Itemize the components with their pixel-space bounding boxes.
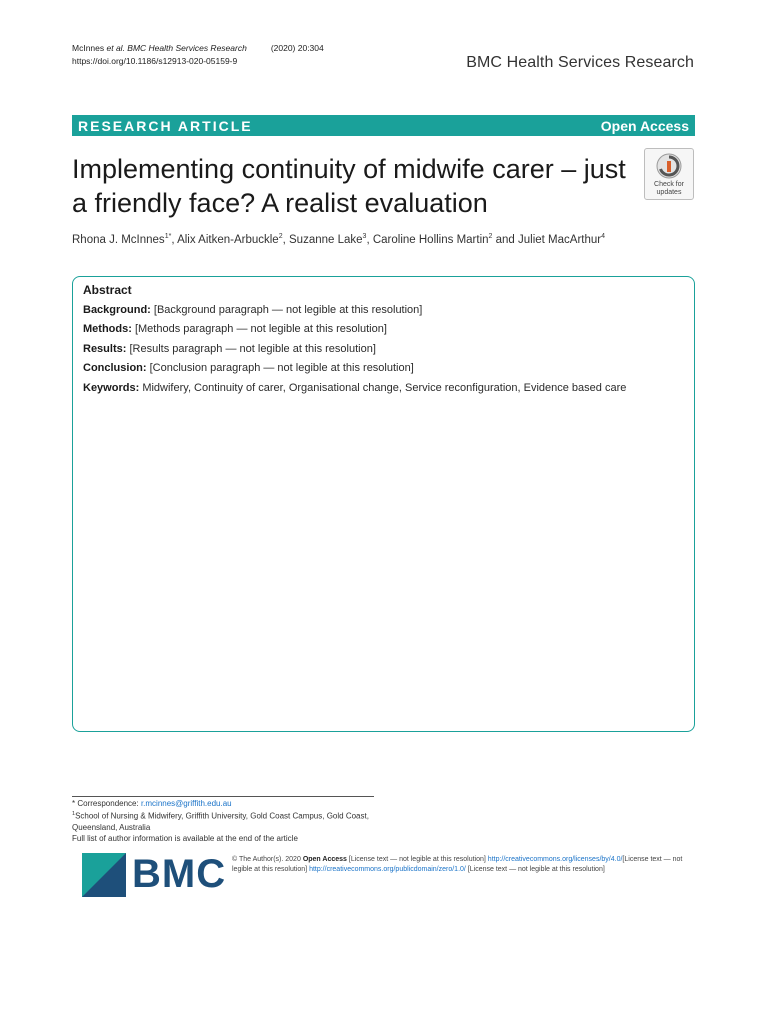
article-title: Implementing continuity of midwife carer – just a friendly face? A realist evaluation <box>72 154 626 218</box>
journal-name: BMC Health Services Research <box>466 54 694 71</box>
bmc-logo <box>82 852 226 897</box>
author-name: Juliet MacArthur <box>518 233 602 246</box>
full-author-info-note: Full list of author information is available at the end of the article <box>72 833 298 843</box>
footnote-divider <box>72 796 374 797</box>
abstract-conclusion: Conclusion: [Conclusion paragraph — not legible at this resolution] <box>83 362 414 375</box>
article-type-label: RESEARCH ARTICLE <box>78 117 253 134</box>
running-head <box>72 42 324 68</box>
citation-line <box>72 42 324 55</box>
author-name: Suzanne Lake <box>289 233 363 246</box>
footnotes <box>72 798 392 844</box>
citation-authors: McInnes et al. BMC Health Services Research <box>72 43 247 53</box>
correspondence-line: * Correspondence: r.mcinnes@griffith.edu.au <box>72 799 232 808</box>
section-label: Methods: <box>83 323 132 336</box>
open-access-label: Open Access <box>600 117 689 134</box>
cc-by-link[interactable]: http://creativecommons.org/licenses/by/4.0/ <box>487 856 623 863</box>
cc0-link[interactable]: http://creativecommons.org/publicdomain/zero/1.0/ <box>309 865 466 873</box>
correspondence-email-link[interactable]: r.mcinnes@griffith.edu.au <box>140 799 232 808</box>
section-label: Keywords: <box>83 381 140 394</box>
check-updates-text: Check for updates <box>654 181 684 196</box>
author-affiliation-mark: 2 <box>488 233 493 240</box>
abstract-results: Results: [Results paragraph — not legible at this resolution] <box>83 342 376 355</box>
citation-year-volume: (2020) 20:304 <box>270 43 324 53</box>
author-affiliation-mark: 1* <box>164 233 172 240</box>
author-affiliation-mark: 2 <box>278 233 283 240</box>
bmc-logo-icon <box>82 853 126 897</box>
license-open-access: Open Access <box>302 856 347 863</box>
section-label: Results: <box>83 342 127 355</box>
check-updates-icon <box>656 153 682 179</box>
check-for-updates-badge[interactable] <box>644 148 694 200</box>
section-label: Background: <box>83 304 151 316</box>
license-text: © The Author(s). 2020 Open Access [License text — not legible at this resolution] http://creativecommons.org/licenses/by/4.0/[License text — not legible at this resolution] http://creativecommons.org/publicdomain/zero/1.0/ [License text — not legible at this resolution] <box>232 856 683 873</box>
author-name: Rhona J. McInnes <box>72 233 165 246</box>
abstract-methods: Methods: [Methods paragraph — not legible at this resolution] <box>83 323 387 336</box>
abstract-box <box>72 276 695 732</box>
abstract-background: Background: [Background paragraph — not legible at this resolution] <box>83 304 423 316</box>
affiliation-line: $^1$School of Nursing & Midwifery, Griffith University, Gold Coast Campus, Gold Coast, Queensland, Australia <box>72 811 369 832</box>
section-label: Conclusion: <box>83 362 147 375</box>
author-affiliation-mark: 3 <box>362 233 367 240</box>
article-type-banner <box>72 115 695 136</box>
doi-link[interactable]: https://doi.org/10.1186/s12913-020-05159-9 <box>72 56 238 66</box>
author-affiliation-mark: 4 <box>601 233 606 240</box>
abstract-keywords: Keywords: Midwifery, Continuity of carer, Organisational change, Service reconfiguration, Evidence based care <box>83 381 627 394</box>
author-name: Caroline Hollins Martin <box>372 233 489 246</box>
author-name: Alix Aitken-Arbuckle <box>177 233 279 246</box>
abstract-heading: Abstract <box>83 283 132 297</box>
author-list: Rhona J. McInnes$^{1*}$, Alix Aitken-Arbuckle$^2$, Suzanne Lake$^3$, Caroline Hollins Martin$^2$ and Juliet MacArthur$^4$ <box>72 233 606 246</box>
bmc-wordmark: BMC <box>132 852 227 896</box>
